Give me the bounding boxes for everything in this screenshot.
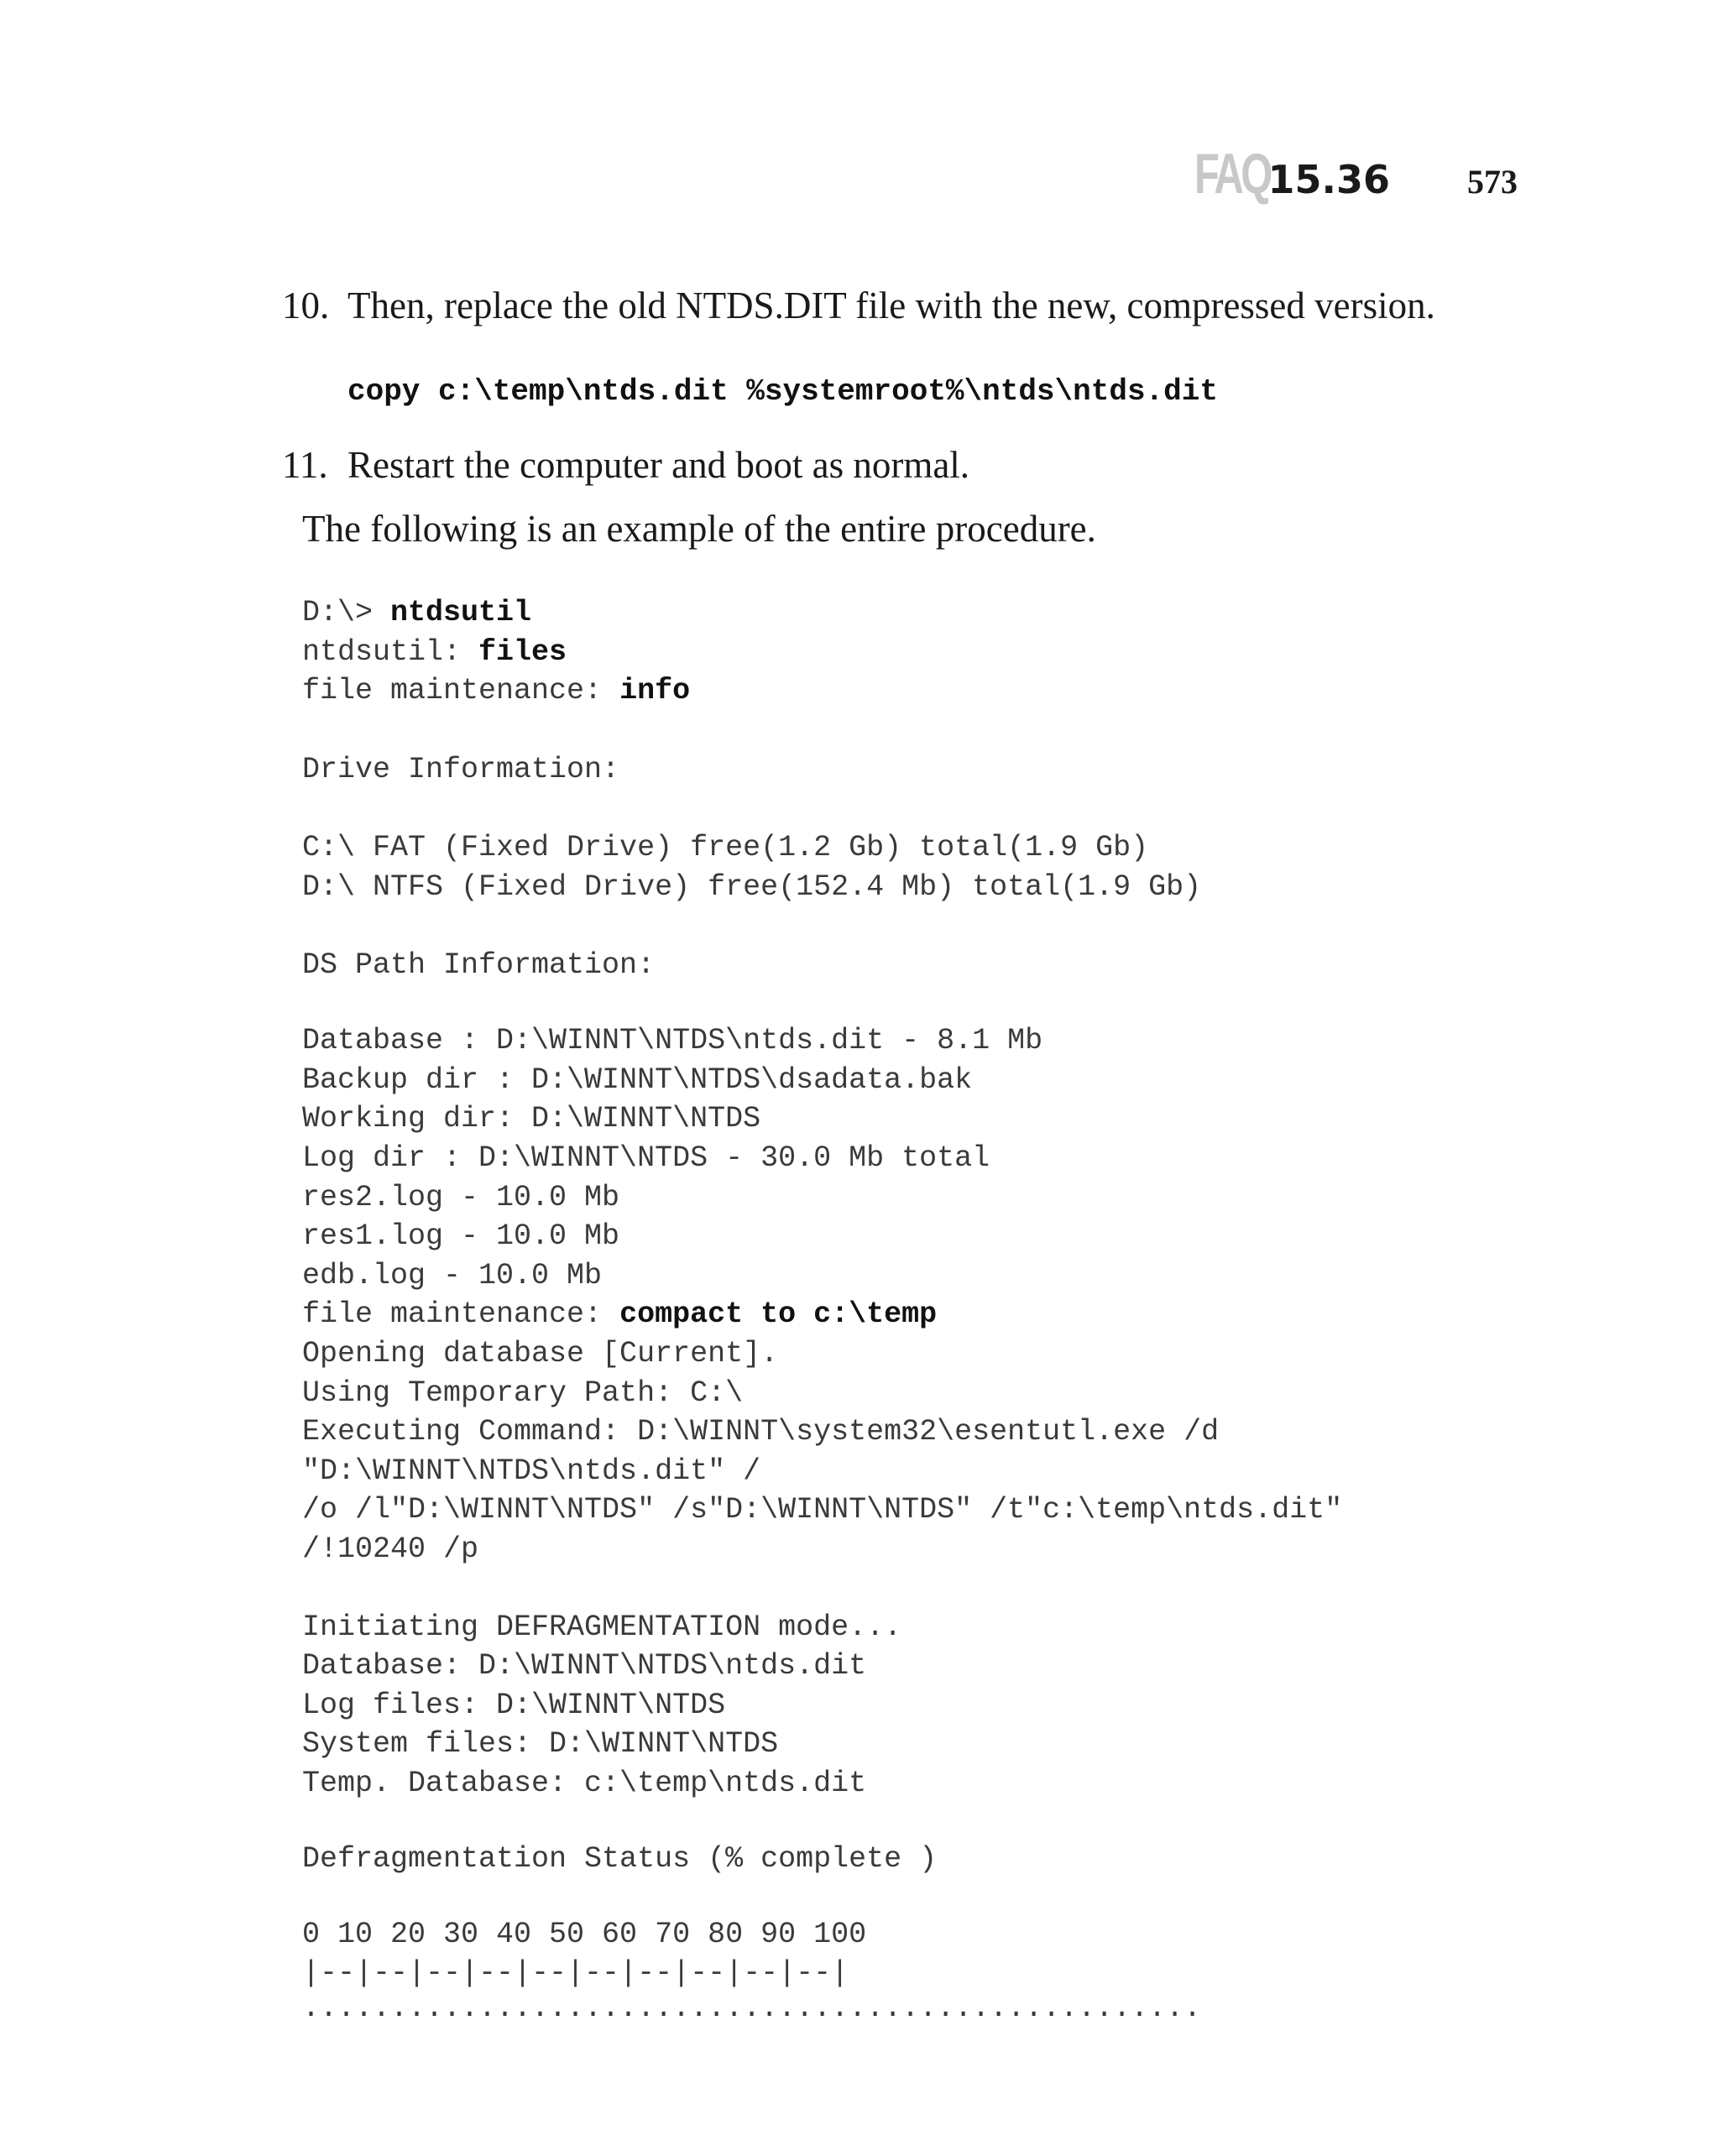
step-10: [282, 284, 1435, 327]
faq-number: 15.36: [1267, 157, 1390, 202]
typed-command: files: [478, 635, 567, 669]
code-line: C:\ FAT (Fixed Drive) free(1.2 Gb) total(1.9 Gb): [302, 831, 1149, 864]
step-number: 11.: [282, 444, 328, 486]
code-line: [302, 598, 531, 628]
typed-command: info: [619, 674, 691, 707]
code-line: Database : D:\WINNT\NTDS\ntds.dit - 8.1 Mb: [302, 1024, 1043, 1057]
code-line: Using Temporary Path: C:\: [302, 1376, 744, 1410]
code-line: Temp. Database: c:\temp\ntds.dit: [302, 1767, 867, 1800]
page-number: 573: [1467, 163, 1518, 201]
code-line: System files: D:\WINNT\NTDS: [302, 1727, 779, 1761]
code-line: D:\ NTFS (Fixed Drive) free(152.4 Mb) total(1.9 Gb): [302, 870, 1202, 904]
code-line: Defragmentation Status (% complete ): [302, 1842, 938, 1876]
code-line: Log files: D:\WINNT\NTDS: [302, 1689, 726, 1722]
progress-dots: ...................................................: [302, 1992, 1202, 2025]
code-line: res2.log - 10.0 Mb: [302, 1181, 620, 1214]
typed-command: compact to c:\temp: [619, 1297, 938, 1331]
code-line: Drive Information:: [302, 753, 620, 786]
code-line: Backup dir : D:\WINNT\NTDS\dsadata.bak: [302, 1063, 973, 1097]
code-line: Working dir: D:\WINNT\NTDS: [302, 1102, 761, 1135]
copy-command: copy c:\temp\ntds.dit %systemroot%\ntds\ntds.dit: [347, 374, 1218, 409]
prompt: ntdsutil:: [302, 635, 479, 669]
code-line: [302, 676, 690, 706]
step-text: Restart the computer and boot as normal.: [347, 444, 970, 486]
prompt: D:\>: [302, 596, 391, 629]
prompt: file maintenance:: [302, 674, 620, 707]
running-header: [1165, 141, 1518, 206]
progress-scale: 0 10 20 30 40 50 60 70 80 90 100: [302, 1918, 867, 1951]
step-text: Then, replace the old NTDS.DIT file with the new, compressed version.: [347, 285, 1435, 326]
prompt: file maintenance:: [302, 1297, 620, 1331]
code-line: DS Path Information:: [302, 948, 656, 982]
step-number: 10.: [282, 285, 330, 326]
progress-ruler: |--|--|--|--|--|--|--|--|--|--|: [302, 1956, 849, 1990]
code-line: Executing Command: D:\WINNT\system32\esentutl.exe /d: [302, 1415, 1220, 1449]
intro-paragraph: The following is an example of the entire procedure.: [302, 508, 1096, 550]
code-line: edb.log - 10.0 Mb: [302, 1259, 603, 1292]
faq-logo: FAQ: [1194, 142, 1270, 206]
code-line: Database: D:\WINNT\NTDS\ntds.dit: [302, 1649, 867, 1683]
code-line: Log dir : D:\WINNT\NTDS - 30.0 Mb total: [302, 1141, 990, 1175]
code-line: [302, 1297, 938, 1331]
code-line: [302, 635, 567, 669]
code-line: Initiating DEFRAGMENTATION mode...: [302, 1610, 902, 1644]
step-11: [282, 443, 969, 487]
code-line: Opening database [Current].: [302, 1337, 779, 1370]
code-line: /o /l"D:\WINNT\NTDS" /s"D:\WINNT\NTDS" /t"c:\temp\ntds.dit": [302, 1493, 1343, 1527]
code-line: res1.log - 10.0 Mb: [302, 1219, 620, 1253]
code-line: /!10240 /p: [302, 1532, 479, 1566]
code-line: "D:\WINNT\NTDS\ntds.dit" /: [302, 1454, 761, 1488]
typed-command: ntdsutil: [390, 596, 532, 629]
